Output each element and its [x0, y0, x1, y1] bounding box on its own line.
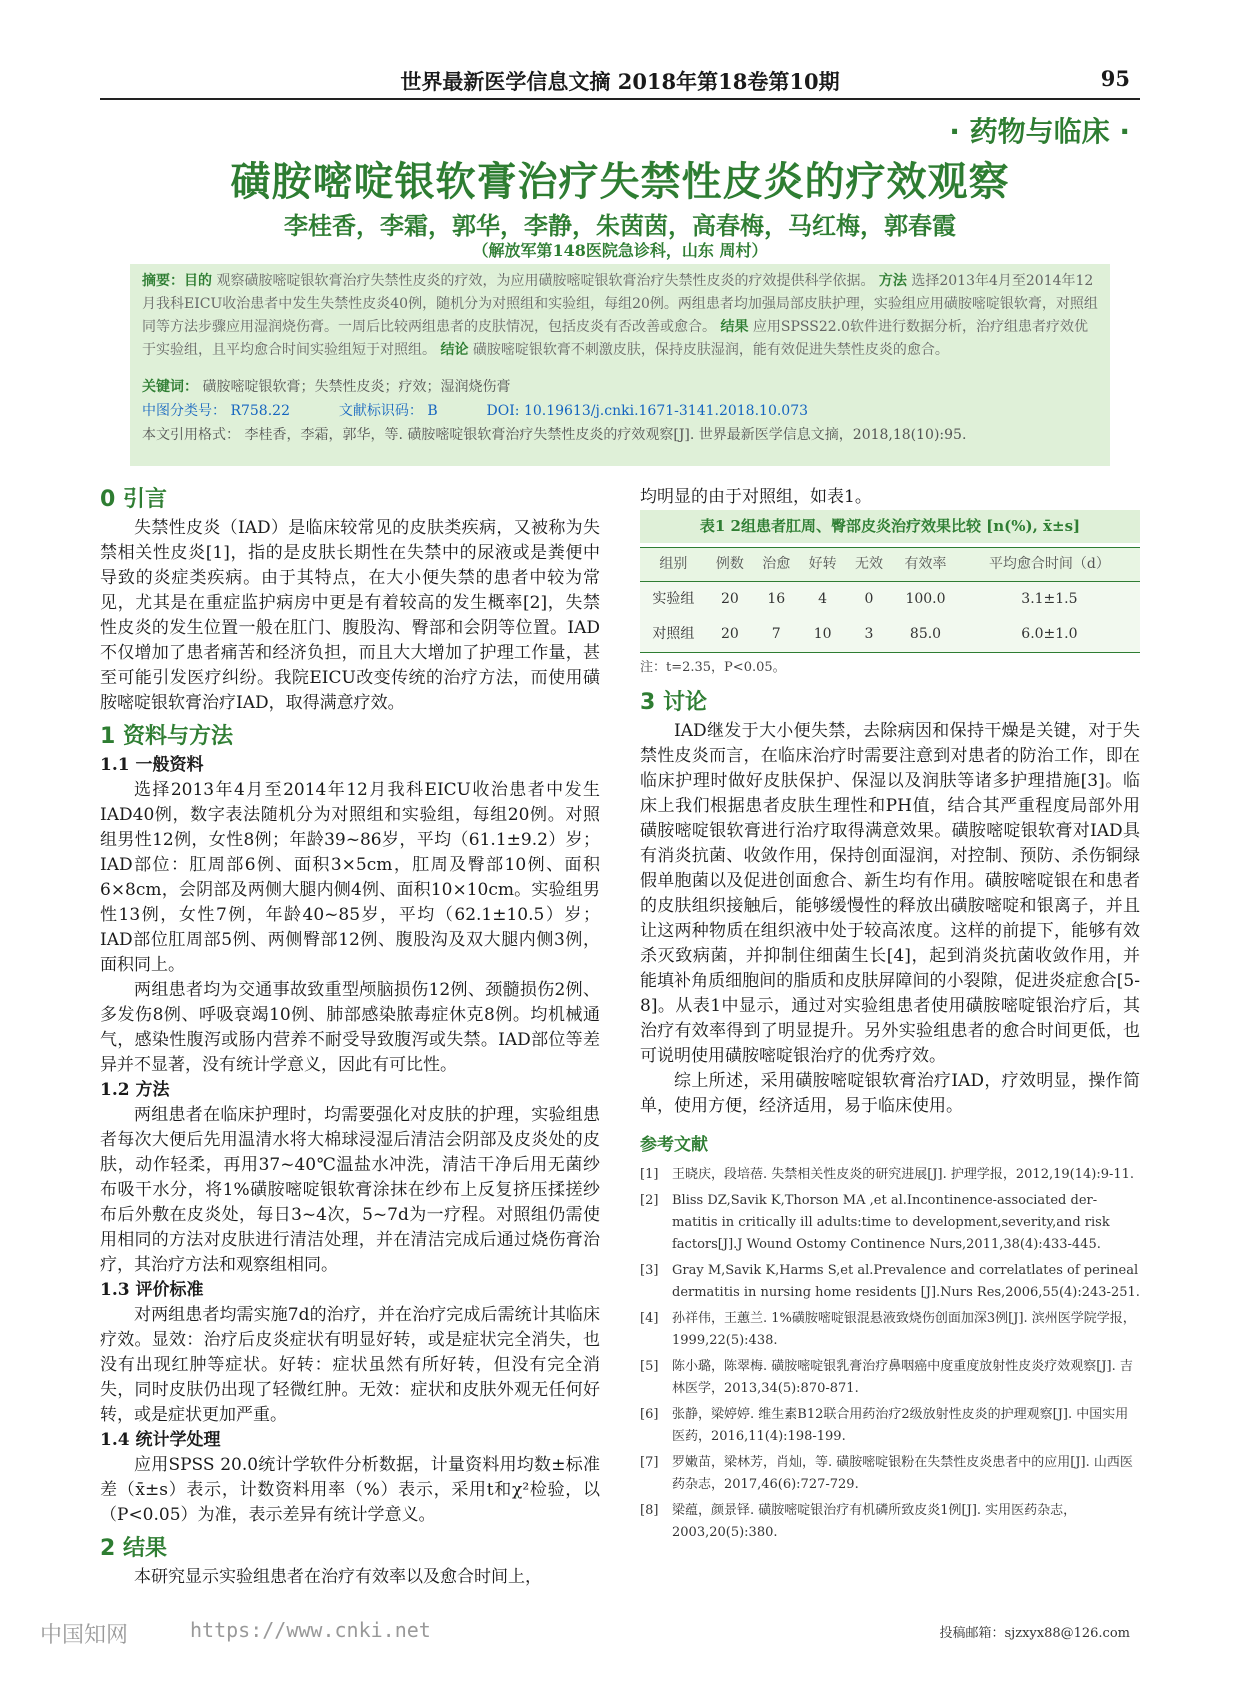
abstract-methods: 选择2013年4月至2014年12月我科EICU收治患者中发生失禁性皮炎40例，随机分为对照组和实验组，每组20例。两组患者均加强局部皮肤护理，实验组应用磺胺嘧啶银软膏，对照组同等方法步骤应用湿润烧伤膏。一周后比较两组患者的皮肤情况，包括皮炎有否改善或愈合。 [142, 273, 1098, 335]
classification-row [142, 400, 808, 420]
table-cell: 10 [799, 617, 845, 653]
table-cell: 对照组 [640, 617, 707, 653]
affiliation: （解放军第148医院急诊科，山东 周村） [472, 241, 768, 260]
cite-text: 李桂香，李霜，郭华，等. 磺胺嘧啶银软膏治疗失禁性皮炎的疗效观察[J]. 世界最新医学信息文摘，2018,18(10):95. [244, 427, 967, 443]
subsection-statistics: 1.4 统计学处理 [100, 1430, 221, 1450]
abstract-text [142, 270, 1098, 362]
section-results: 2 结果 [100, 1536, 167, 1561]
reference-number: [3] [640, 1263, 659, 1278]
table-cell: 20 [707, 617, 753, 653]
abstract-results: 应用SPSS22.0软件进行数据分析，治疗组患者疗效优于实验组，且平均愈合时间实验组短于对照组。 [142, 319, 1089, 358]
keywords-label: 关键词： [142, 379, 198, 395]
abstract-conclusion: 磺胺嘧啶银软膏不刺激皮肤，保持皮肤湿润，能有效促进失禁性皮炎的愈合。 [472, 342, 949, 358]
methods-label: 方法 [878, 273, 907, 289]
reference-item [640, 1190, 1140, 1256]
results-table [640, 547, 1140, 653]
table-header-cell: 平均愈合时间（d） [959, 548, 1140, 582]
table-cell: 16 [753, 582, 799, 618]
general-paragraph-1: 选择2013年4月至2014年12月我科EICU收治患者中发生IAD40例，数字表法随机分为对照组和实验组，每组20例。对照组男性12例，女性8例；年龄39~86岁，平均（61.1±9.2）岁；IAD部位：肛周部6例、面积3×5cm，肛周及臀部10例、面积6×8cm，会阴部及两侧大腿内侧4例、面积10×10cm。实验组男性13例，女性7例，年龄40~85岁，平均（62.1±10.5）岁；IAD部位肛周部5例、两侧臀部12例、腹股沟及双大腿内侧3例，面积同上。 [100, 780, 600, 975]
results-continued: 均明显的由于对照组，如表1。 [640, 487, 872, 507]
reference-text: 张静，梁婷婷. 维生素B12联合用药治疗2级放射性皮炎的护理观察[J]. 中国实用医药，2016,11(4):198-199. [672, 1407, 1129, 1444]
reference-text: 梁蕴，颜景铎. 磺胺嘧啶银治疗有机磷所致皮炎1例[J]. 实用医药杂志，2003,20(5):380. [672, 1503, 1077, 1540]
keywords: 磺胺嘧啶银软膏；失禁性皮炎；疗效；湿润烧伤膏 [202, 379, 511, 395]
abstract-box [130, 264, 1110, 466]
table-note: 注：t=2.35，P<0.05。 [640, 660, 786, 675]
table-header-cell: 例数 [707, 548, 753, 582]
reference-item [640, 1500, 1140, 1544]
cnki-url[interactable]: https://www.cnki.net [190, 1618, 431, 1642]
reference-number: [7] [640, 1455, 659, 1470]
discussion-paragraph-1: IAD继发于大小便失禁，去除病因和保持干燥是关键，对于失禁性皮炎而言，在临床治疗时需要注意到对患者的防治工作，即在临床护理时做好皮肤保护、保湿以及润肤等诸多护理措施[3]。临床上我们根据患者皮肤生理性和PH值，结合其严重程度局部外用磺胺嘧啶银软膏进行治疗取得满意效果。磺胺嘧啶银软膏对IAD具有消炎抗菌、收敛作用，保持创面湿润，对控制、预防、杀伤铜绿假单胞菌以及促进创面愈合、新生均有作用。磺胺嘧啶银在和患者的皮肤组织接触后，能够缓慢性的释放出磺胺嘧啶和银离子，并且让这两种物质在组织液中处于较高浓度。这样的前提下，能够有效杀灭致病菌，并抑制住细菌生长[4]，起到消炎抗菌收敛作用，并能填补角质细胞间的脂质和皮肤屏障间的小裂隙，促进炎症愈合[5-8]。从表1中显示，通过对实验组患者使用磺胺嘧啶银治疗后，其治疗有效率得到了明显提升。另外实验组患者的愈合时间更低，也可说明使用磺胺嘧啶银治疗的优秀疗效。 [640, 721, 1140, 1066]
reference-text: 孙祥伟，王蕙兰. 1%磺胺嘧啶银混悬液致烧伤创面加深3例[J]. 滨州医学院学报，1999,22(5):438. [672, 1311, 1136, 1348]
keywords-row [142, 376, 510, 396]
table-cell: 3.1±1.5 [959, 582, 1140, 618]
reference-text: 王晓庆，段培蓓. 失禁相关性皮炎的研究进展[J]. 护理学报，2012,19(14):9-11. [672, 1167, 1135, 1182]
reference-number: [2] [640, 1193, 659, 1208]
reference-number: [4] [640, 1311, 659, 1326]
table-cell: 7 [753, 617, 799, 653]
right-column [640, 485, 1140, 1548]
results-paragraph: 本研究显示实验组患者在治疗有效率以及愈合时间上， [134, 1567, 542, 1587]
table-cell: 3 [846, 617, 892, 653]
reference-item [640, 1404, 1140, 1448]
reference-item [640, 1356, 1140, 1400]
references-heading: 参考文献 [640, 1135, 708, 1155]
criteria-paragraph: 对两组患者均需实施7d的治疗，并在治疗完成后需统计其临床疗效。显效：治疗后皮炎症状有明显好转，或是症状完全消失，也没有出现红肿等症状。好转：症状虽然有所好转，但没有完全消失，同时皮肤仍出现了轻微红肿。无效：症状和皮肤外观无任何好转，或是症状更加严重。 [100, 1305, 600, 1425]
section-discussion: 3 讨论 [640, 690, 707, 715]
table-cell: 6.0±1.0 [959, 617, 1140, 653]
table-header-cell: 有效率 [892, 548, 959, 582]
table-header-cell: 好转 [799, 548, 845, 582]
table-header-cell: 无效 [846, 548, 892, 582]
doc-value: B [427, 403, 438, 419]
conclusion-label: 结论 [440, 342, 469, 358]
table-cell: 4 [799, 582, 845, 618]
clc-value: R758.22 [230, 403, 290, 419]
column-tag: · 药物与临床 · [949, 115, 1130, 148]
statistics-paragraph: 应用SPSS 20.0统计学软件分析数据，计量资料用均数±标准差（x̄±s）表示，计数资料用率（%）表示，采用t和χ²检验，以（P<0.05）为准，表示差异有统计学意义。 [100, 1455, 600, 1525]
table-header-cell: 组别 [640, 548, 707, 582]
general-paragraph-2: 两组患者均为交通事故致重型颅脑损伤12例、颈髓损伤2例、多发伤8例、呼吸衰竭10例、肺部感染脓毒症休克8例。均机械通气，感染性腹泻或肠内营养不耐受导致腹泻或失禁。IAD部位等差异并不显著，没有统计学意义，因此有可比性。 [100, 980, 600, 1075]
left-column [100, 485, 600, 1590]
table-caption: 表1 2组患者肛周、臀部皮炎治疗效果比较 [n(%), x̄±s] [640, 510, 1140, 543]
cite-label: 本文引用格式： [142, 427, 240, 443]
running-header [100, 62, 1140, 96]
table-cell: 0 [846, 582, 892, 618]
article-title: 磺胺嘧啶银软膏治疗失禁性皮炎的疗效观察 [230, 159, 1010, 205]
submission-email: 投稿邮箱：sjzxyx88@126.com [939, 1626, 1130, 1641]
clc-label: 中图分类号： [142, 403, 226, 419]
doc-label: 文献标识码： [338, 403, 423, 419]
table-row [640, 582, 1140, 618]
reference-text: Bliss DZ,Savik K,Thorson MA ,et al.Incontinence-associated der-matitis in critically ill adults:time to development,severity,and risk factors[J].J Wound Ostomy Continence Nurs,2011,38(4):433-445. [672, 1193, 1110, 1252]
abstract-label: 摘要：目的 [142, 273, 212, 289]
section-introduction: 0 引言 [100, 487, 167, 512]
subsection-method: 1.2 方法 [100, 1080, 170, 1100]
cnki-logo: 中国知网 [40, 1623, 129, 1648]
subsection-general: 1.1 一般资料 [100, 755, 204, 775]
doi[interactable]: DOI: 10.19613/j.cnki.1671-3141.2018.10.073 [486, 403, 809, 419]
abstract-objective: 观察磺胺嘧啶银软膏治疗失禁性皮炎的疗效，为应用磺胺嘧啶银软膏治疗失禁性皮炎的疗效提供科学依据。 [216, 273, 875, 289]
reference-number: [5] [640, 1359, 659, 1374]
reference-item [640, 1308, 1140, 1352]
author-list: 李桂香，李霜，郭华，李静，朱茵茵，高春梅，马红梅，郭春霞 [284, 211, 956, 240]
reference-number: [1] [640, 1167, 659, 1182]
table-header-cell: 治愈 [753, 548, 799, 582]
method-paragraph: 两组患者在临床护理时，均需要强化对皮肤的护理，实验组患者每次大便后先用温清水将大棉球浸湿后清洁会阴部及皮炎处的皮肤，动作轻柔，再用37~40℃温盐水冲洗，清洁干净后用无菌纱布吸干水分，将1%磺胺嘧啶银软膏涂抹在纱布上反复挤压揉搓纱布后外敷在皮炎处，每日3~4次，5~7d为一疗程。对照组仍需使用相同的方法对皮肤进行清洁处理，并在清洁完成后通过烧伤膏治疗，其治疗方法和观察组相同。 [100, 1105, 600, 1275]
reference-text: 陈小璐，陈翠梅. 磺胺嘧啶银乳膏治疗鼻咽癌中度重度放射性皮炎疗效观察[J]. 吉林医学，2013,34(5):870-871. [672, 1359, 1133, 1396]
table-cell: 100.0 [892, 582, 959, 618]
reference-item [640, 1164, 1140, 1186]
reference-item [640, 1452, 1140, 1496]
table-row [640, 617, 1140, 653]
table-header-row [640, 548, 1140, 582]
table-cell: 实验组 [640, 582, 707, 618]
reference-item [640, 1260, 1140, 1304]
table-cell: 20 [707, 582, 753, 618]
reference-text: Gray M,Savik K,Harms S,et al.Prevalence and correlatlates of perineal dermatitis in nursing home residents [J].Nurs Res,2006,55(4):243-251. [672, 1263, 1140, 1300]
journal-title: 世界最新医学信息文摘 2018年第18卷第10期 [400, 69, 840, 94]
subsection-criteria: 1.3 评价标准 [100, 1280, 204, 1300]
intro-paragraph: 失禁性皮炎（IAD）是临床较常见的皮肤类疾病，又被称为失禁相关性皮炎[1]，指的是皮肤长期性在失禁中的尿液或是粪便中导致的炎症类疾病。由于其特点，在大小便失禁的患者中较为常见，尤其是在重症监护病房中更是有着较高的发生概率[2]，失禁性皮炎的发生位置一般在肛门、腹股沟、臀部和会阴等位置。IAD不仅增加了患者痛苦和经济负担，而且大大增加了护理工作量，甚至可能引发医疗纠纷。我院EICU改变传统的治疗方法，而使用磺胺嘧啶银软膏治疗IAD，取得满意疗效。 [100, 518, 600, 713]
reference-text: 罗嫩苗，梁林芳，肖灿，等. 磺胺嘧啶银粉在失禁性皮炎患者中的应用[J]. 山西医药杂志，2017,46(6):727-729. [672, 1455, 1133, 1492]
discussion-paragraph-2: 综上所述，采用磺胺嘧啶银软膏治疗IAD，疗效明显，操作简单，使用方便，经济适用，易于临床使用。 [640, 1071, 1140, 1116]
table-cell: 85.0 [892, 617, 959, 653]
page-number: 95 [1100, 66, 1130, 91]
header-rule [100, 98, 1140, 100]
section-methods: 1 资料与方法 [100, 724, 233, 749]
results-label: 结果 [720, 319, 749, 335]
reference-number: [8] [640, 1503, 659, 1518]
citation-row [142, 424, 1098, 444]
reference-number: [6] [640, 1407, 659, 1422]
